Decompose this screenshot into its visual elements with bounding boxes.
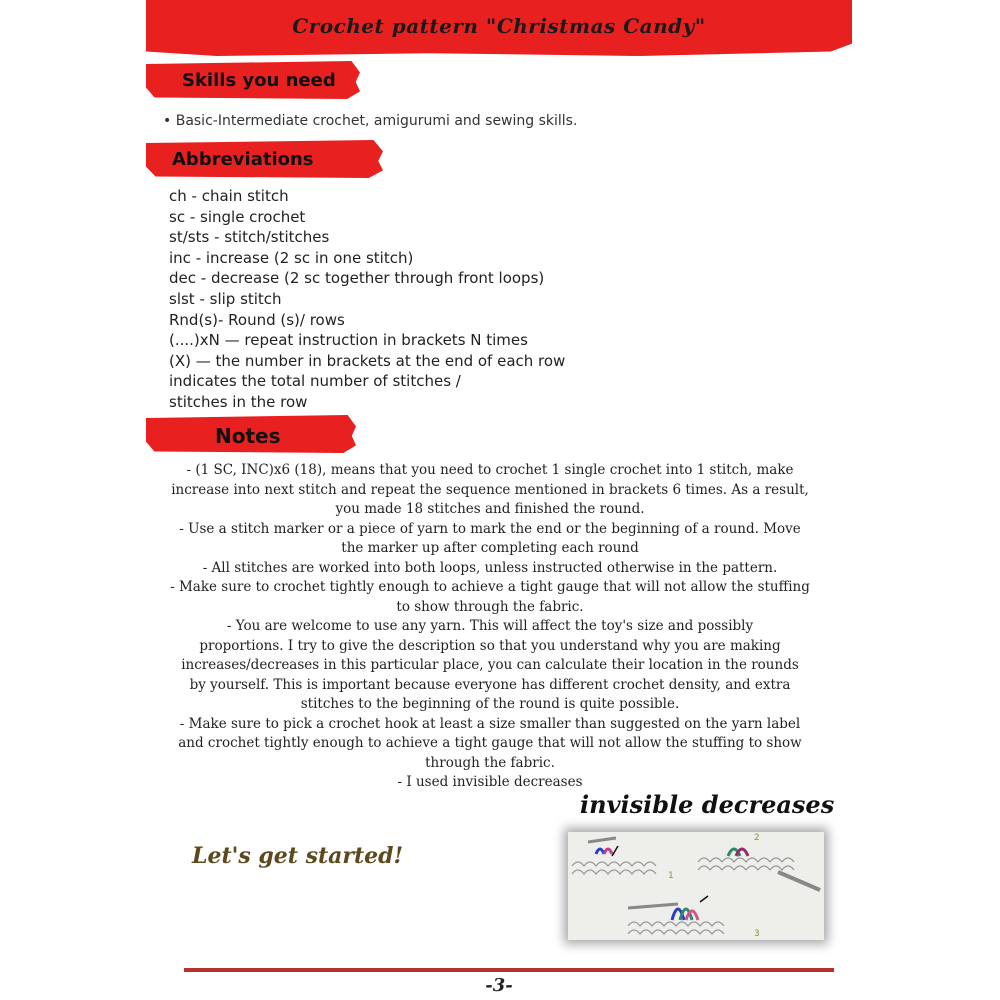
invisible-decreases-caption: invisible decreases [580,790,835,819]
step-label: 3 [754,929,760,939]
notes-line: - Use a stitch marker or a piece of yarn to mark the end or the beginning of a round. Move [179,520,801,537]
hook-icon [628,904,678,908]
hook-icon [588,838,616,842]
hook-icon [778,872,820,890]
lets-get-started-text: Let's get started! [192,843,404,869]
crochet-diagram-illustration [568,832,824,940]
abbreviation-item: ch - chain stitch [169,187,289,205]
step-label: 2 [754,833,760,843]
notes-line: and crochet tightly enough to achieve a tight gauge that will not allow the stuffing to show [178,735,802,751]
abbreviation-item: (....)xN — repeat instruction in brackets N times [169,331,528,350]
notes-line: stitches to the beginning of the round is quite possible. [300,696,680,712]
skills-heading: Skills you need [182,70,336,91]
abbreviation-item: dec - decrease (2 sc together through front loops) [169,269,545,288]
notes-line: proportions. I try to give the description so that you understand why you are making [199,637,781,654]
notes-line: - All stitches are worked into both loops, unless instructed otherwise in the pattern. [202,559,778,576]
notes-line: - (1 SC, INC)x6 (18), means that you need to crochet 1 single crochet into 1 stitch, make [186,462,794,478]
notes-line: by yourself. This is important because everyone has different crochet density, and extra [189,676,791,693]
abbreviation-item: sc - single crochet [169,207,306,226]
notes-line: to show through the fabric. [396,598,584,615]
notes-line: the marker up after completing each round [341,540,639,556]
notes-line: - Make sure to crochet tightly enough to achieve a tight gauge that will not allow the stuffing [170,579,810,595]
abbreviations-heading: Abbreviations [172,149,314,170]
abbreviation-item: Rnd(s)- Round (s)/ rows [169,310,345,329]
notes-heading: Notes [215,424,281,448]
abbreviation-item: st/sts - stitch/stitches [169,228,330,247]
notes-line: increases/decreases in this particular place, you can calculate their location in the rounds [181,657,799,673]
notes-line: increase into next stitch and repeat the sequence mentioned in brackets 6 times. As a result, [171,481,809,498]
step-label: 1 [668,871,674,881]
abbreviation-item: stitches in the row [169,392,308,411]
footer-divider [184,968,834,972]
abbreviation-item: slst - slip stitch [169,289,282,308]
notes-line: through the fabric. [425,754,555,771]
notes-line: - I used invisible decreases [397,774,583,790]
abbreviation-item: (X) — the number in brackets at the end of each row [169,351,566,370]
notes-line: you made 18 stitches and finished the round. [335,501,645,517]
page-title: Crochet pattern "Christmas Candy" [292,14,706,38]
skills-text: • Basic-Intermediate crochet, amigurumi and sewing skills. [163,113,578,129]
notes-body [160,461,820,793]
arrow-icon [700,896,708,902]
abbreviation-item: inc - increase (2 sc in one stitch) [169,248,414,267]
invisible-decrease-diagram [568,832,824,940]
page-number: -3- [485,975,513,996]
notes-line: - You are welcome to use any yarn. This will affect the toy's size and possibly [226,618,754,634]
notes-line: - Make sure to pick a crochet hook at least a size smaller than suggested on the yarn label [179,715,801,732]
arrow-icon [612,846,618,856]
abbreviations-list [169,186,565,413]
abbreviation-item: indicates the total number of stitches / [169,372,461,391]
